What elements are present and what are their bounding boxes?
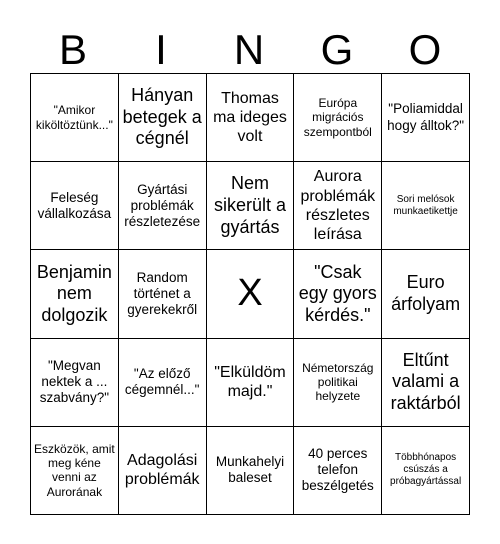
bingo-cell-5-3[interactable]: Munkahelyi baleset [207, 427, 295, 515]
header-letter-g: G [320, 26, 356, 73]
bingo-cell-3-5[interactable]: Euro árfolyam [382, 250, 470, 338]
bingo-cell-5-5[interactable]: Többhónapos csúszás a próbagyártással [382, 427, 470, 515]
bingo-cell-3-1[interactable]: Benjamin nem dolgozik [31, 250, 119, 338]
bingo-cell-free[interactable]: X [207, 250, 295, 338]
header-letter-o: O [408, 26, 444, 73]
bingo-cell-4-3[interactable]: "Elküldöm majd." [207, 339, 295, 427]
bingo-cell-3-2[interactable]: Random történet a gyerekekről [119, 250, 207, 338]
header-letter-i: I [155, 26, 169, 73]
bingo-cell-2-3[interactable]: Nem sikerült a gyártás [207, 162, 295, 250]
bingo-cell-4-2[interactable]: "Az előző cégemnél..." [119, 339, 207, 427]
bingo-cell-5-4[interactable]: 40 perces telefon beszélgetés [294, 427, 382, 515]
bingo-cell-1-4[interactable]: Európa migrációs szempontból [294, 74, 382, 162]
bingo-cell-2-4[interactable]: Aurora problémák részletes leírása [294, 162, 382, 250]
bingo-cell-1-5[interactable]: "Poliamiddal hogy álltok?" [382, 74, 470, 162]
bingo-cell-4-5[interactable]: Eltűnt valami a raktárból [382, 339, 470, 427]
bingo-cell-3-4[interactable]: "Csak egy gyors kérdés." [294, 250, 382, 338]
bingo-cell-2-1[interactable]: Feleség vállalkozása [31, 162, 119, 250]
bingo-cell-2-5[interactable]: Sori melósok munkaetikettje [382, 162, 470, 250]
bingo-cell-1-2[interactable]: Hányan betegek a cégnél [119, 74, 207, 162]
header-letter-n: N [233, 26, 267, 73]
bingo-cell-1-3[interactable]: Thomas ma ideges volt [207, 74, 295, 162]
bingo-cell-5-1[interactable]: Eszközök, amit meg kéne venni az Aurorának [31, 427, 119, 515]
bingo-cell-4-1[interactable]: "Megvan nektek a ... szabvány?" [31, 339, 119, 427]
header-letter-b: B [58, 26, 89, 73]
bingo-cell-5-2[interactable]: Adagolási problémák [119, 427, 207, 515]
bingo-grid [30, 73, 470, 515]
bingo-header [30, 22, 470, 78]
bingo-cell-1-1[interactable]: "Amikor kiköltöztünk..." [31, 74, 119, 162]
bingo-cell-4-4[interactable]: Németország politikai helyzete [294, 339, 382, 427]
bingo-cell-2-2[interactable]: Gyártási problémák részletezése [119, 162, 207, 250]
